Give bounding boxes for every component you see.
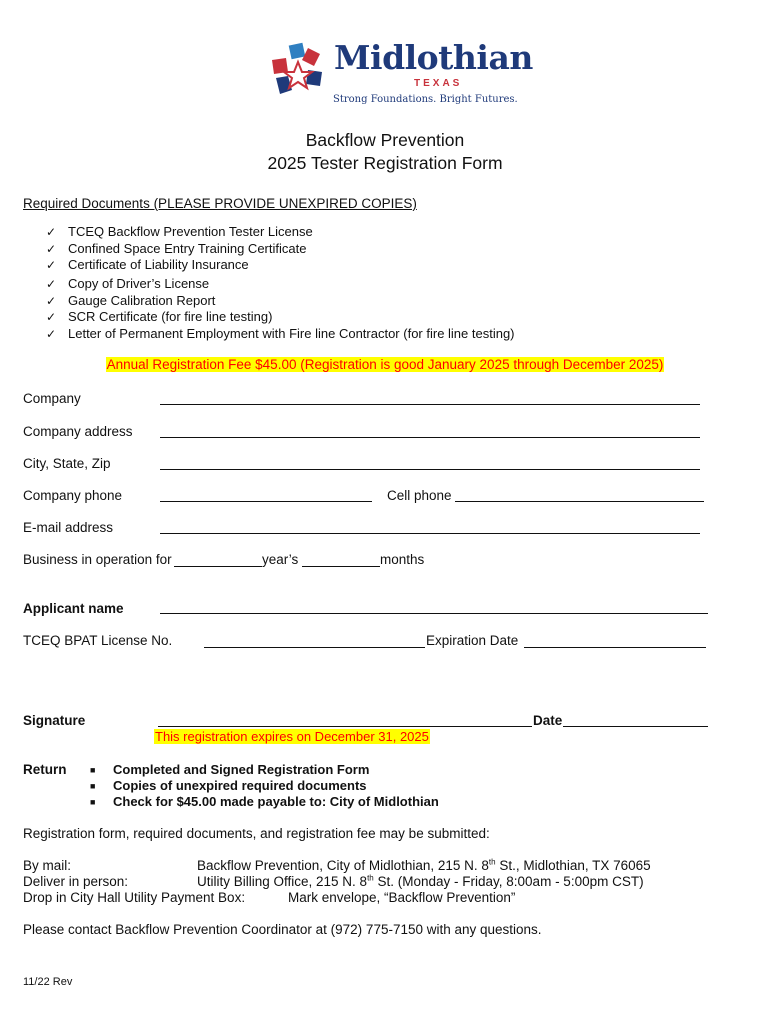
- applicant-name-input-line[interactable]: [160, 613, 708, 614]
- business-years-input-line[interactable]: [174, 566, 262, 567]
- date-input-line[interactable]: [563, 726, 708, 727]
- signature-input-line[interactable]: [158, 726, 532, 727]
- company-address-input-line[interactable]: [160, 437, 700, 438]
- list-item: ✓ TCEQ Backflow Prevention Tester License: [46, 224, 313, 239]
- drop-value: Mark envelope, “Backflow Prevention”: [288, 890, 516, 905]
- business-operation-label: Business in operation for: [23, 552, 172, 567]
- business-months-label: months: [380, 552, 425, 567]
- list-item: ■ Copies of unexpired required documents: [90, 778, 367, 793]
- list-item: ✓ Gauge Calibration Report: [46, 292, 216, 308]
- bullet-icon: ■: [90, 797, 96, 807]
- contact-line: Please contact Backflow Prevention Coordinator at (972) 775-7150 with any questions.: [23, 922, 542, 937]
- return-label: Return: [23, 762, 67, 777]
- cell-phone-input-line[interactable]: [455, 501, 704, 502]
- checkmark-icon: ✓: [46, 225, 57, 239]
- city-state-zip-label: City, State, Zip: [23, 456, 111, 471]
- business-years-label: year’s: [262, 552, 299, 567]
- expiration-date-label: Expiration Date: [426, 633, 519, 648]
- list-item: ✓ Confined Space Entry Training Certificate: [46, 240, 307, 256]
- mail-value: Backflow Prevention, City of Midlothian, 215 N. 8th St., Midlothian, TX 76065: [197, 857, 651, 873]
- submission-intro: Registration form, required documents, and registration fee may be submitted:: [23, 826, 490, 841]
- bullet-icon: ■: [90, 765, 96, 775]
- deliver-label: Deliver in person:: [23, 874, 129, 889]
- license-no-input-line[interactable]: [204, 647, 425, 648]
- expiration-notice: This registration expires on December 31, 2025: [155, 729, 429, 744]
- city-state-zip-input-line[interactable]: [160, 469, 700, 470]
- mail-label: By mail:: [23, 858, 72, 873]
- checkmark-icon: ✓: [46, 241, 57, 256]
- company-label: Company: [23, 391, 81, 406]
- company-phone-input-line[interactable]: [160, 501, 372, 502]
- star-logo-icon: [268, 40, 330, 102]
- company-input-line[interactable]: [160, 404, 700, 405]
- checkmark-icon: ✓: [46, 276, 57, 291]
- checkmark-icon: ✓: [46, 258, 57, 272]
- business-months-input-line[interactable]: [302, 566, 380, 567]
- checkmark-icon: ✓: [46, 326, 57, 341]
- required-docs-heading: Required Documents (PLEASE PROVIDE UNEXPIRED COPIES): [23, 196, 417, 211]
- list-item: ✓ Letter of Permanent Employment with Fire line Contractor (for fire line testing): [46, 325, 515, 341]
- company-address-label: Company address: [23, 424, 133, 439]
- list-item: ✓ Certificate of Liability Insurance: [46, 257, 249, 272]
- form-title-line1: Backflow Prevention: [305, 130, 465, 150]
- logo-tagline: Strong Foundations. Bright Futures.: [333, 94, 518, 105]
- list-item: ■ Check for $45.00 made payable to: City of Midlothian: [90, 794, 439, 809]
- required-docs-list: [46, 224, 515, 342]
- logo-state: TEXAS: [414, 78, 463, 89]
- city-logo: [268, 38, 533, 110]
- bullet-icon: ■: [90, 781, 96, 791]
- applicant-name-label: Applicant name: [23, 601, 124, 616]
- cell-phone-label: Cell phone: [387, 488, 452, 503]
- email-label: E-mail address: [23, 520, 114, 535]
- expiration-date-input-line[interactable]: [524, 647, 706, 648]
- checkmark-icon: ✓: [46, 310, 57, 324]
- license-no-label: TCEQ BPAT License No.: [23, 633, 173, 648]
- deliver-value: Utility Billing Office, 215 N. 8th St. (Monday - Friday, 8:00am - 5:00pm CST): [197, 873, 644, 889]
- list-item: ■ Completed and Signed Registration Form: [90, 762, 370, 777]
- return-list: [90, 762, 439, 810]
- fee-notice: Annual Registration Fee $45.00 (Registration is good January 2025 through December 2025): [106, 357, 664, 372]
- email-input-line[interactable]: [160, 533, 700, 534]
- list-item: ✓ SCR Certificate (for fire line testing): [46, 309, 273, 324]
- checkmark-icon: ✓: [46, 293, 57, 308]
- list-item: ✓ Copy of Driver’s License: [46, 275, 210, 291]
- signature-label: Signature: [23, 713, 86, 728]
- form-title-line2: 2025 Tester Registration Form: [267, 153, 503, 173]
- drop-label: Drop in City Hall Utility Payment Box:: [23, 890, 246, 905]
- company-phone-label: Company phone: [23, 488, 123, 503]
- revision-label: 11/22 Rev: [23, 976, 73, 988]
- logo-city-name: Midlothian: [334, 38, 533, 77]
- date-label: Date: [533, 713, 563, 728]
